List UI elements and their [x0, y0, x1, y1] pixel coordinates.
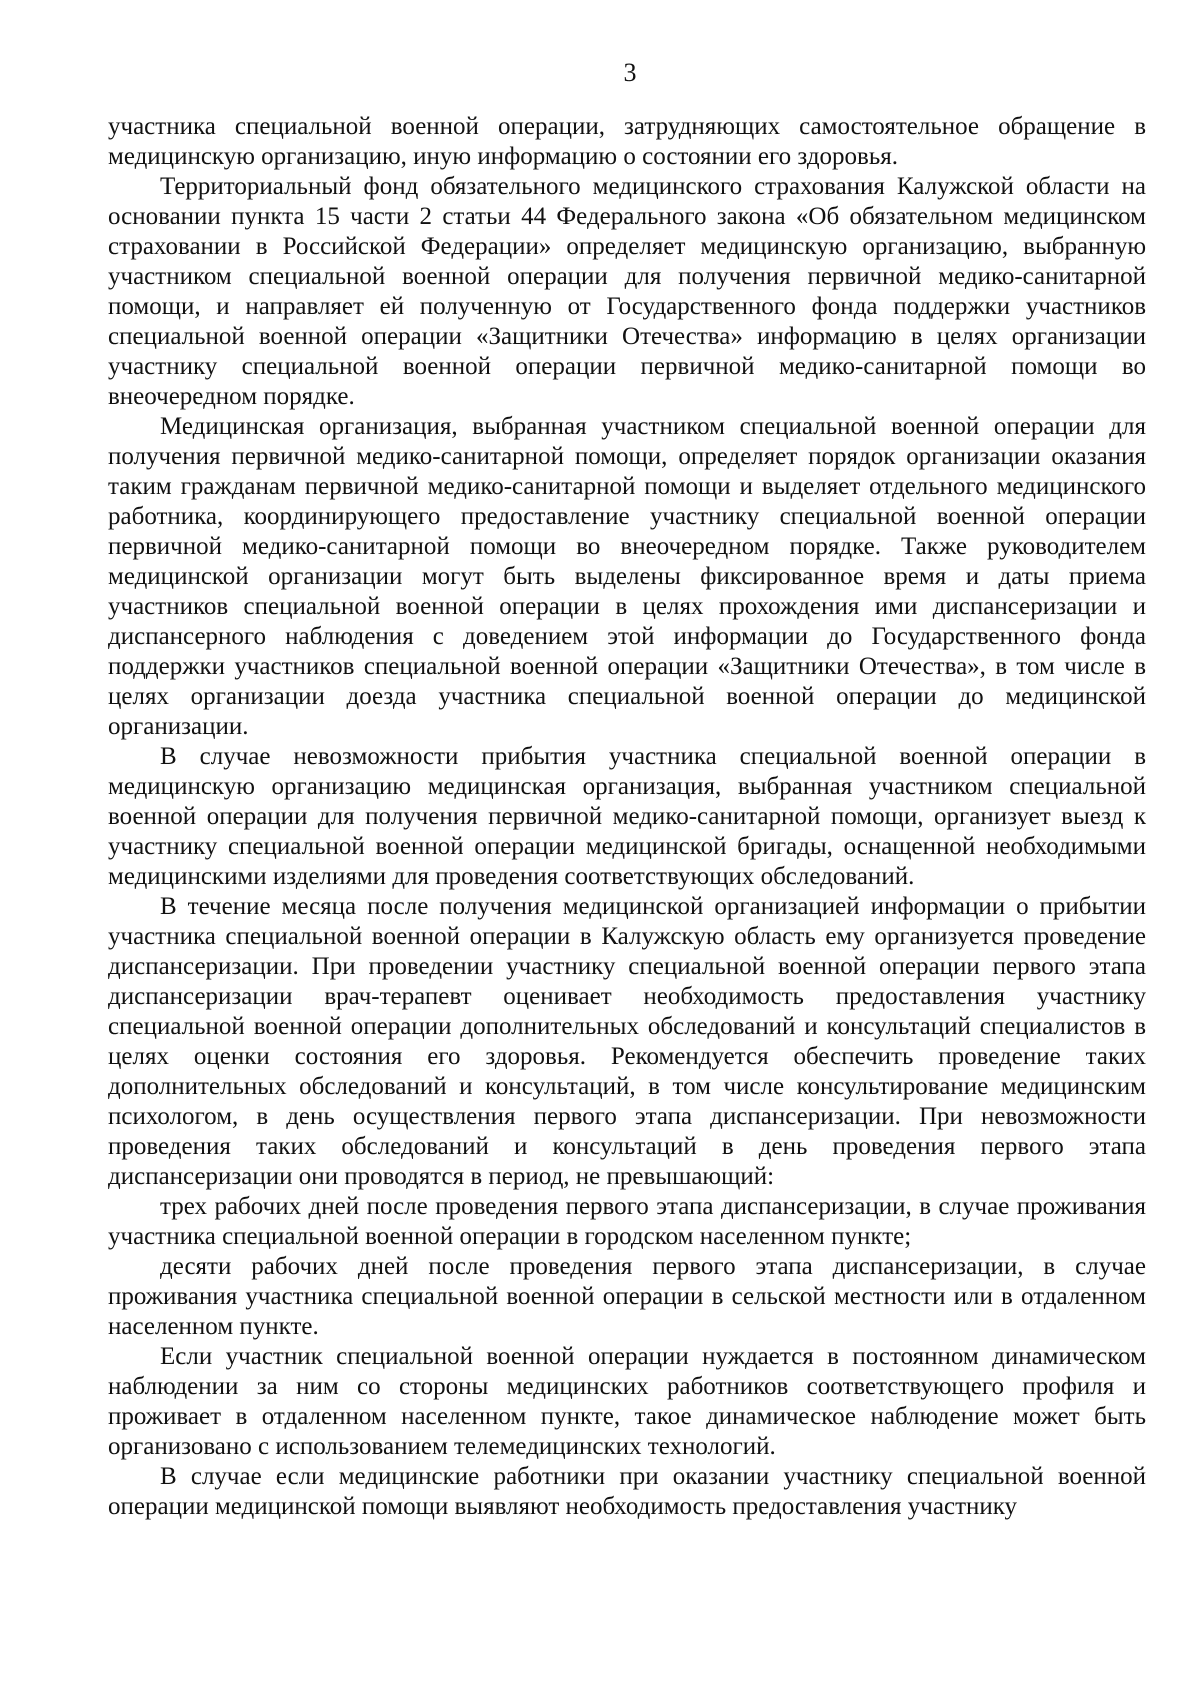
page-number: 3 [623, 58, 637, 87]
document-body [108, 112, 1146, 1522]
paragraph-8: Если участник специальной военной операции нуждается в постоянном динамическом наблюдении за ним со стороны медицинских работников соответствующего профиля и проживает в отдаленном населенном пункте, такое динамическое наблюдение может быть организовано с использованием телемедицинских технологий. [108, 1343, 1146, 1460]
paragraph-1: участника специальной военной операции, затрудняющих самостоятельное обращение в медицинскую организацию, иную информацию о состоянии его здоровья. [108, 113, 1146, 170]
paragraph-2: Территориальный фонд обязательного медицинского страхования Калужской области на основании пункта 15 части 2 статьи 44 Федерального закона «Об обязательном медицинском страховании в Российской Федерации» определяет медицинскую организацию, выбранную участником специальной военной операции для получения первичной медико-санитарной помощи, и направляет ей полученную от Государственного фонда поддержки участников специальной военной операции «Защитники Отечества» информацию в целях организации участнику специальной военной операции первичной медико-санитарной помощи во внеочередном порядке. [108, 173, 1146, 410]
paragraph-6: трех рабочих дней после проведения первого этапа диспансеризации, в случае проживания участника специальной военной операции в городском населенном пункте; [108, 1193, 1146, 1250]
paragraph-3: Медицинская организация, выбранная участником специальной военной операции для получения первичной медико-санитарной помощи, определяет порядок организации оказания таким гражданам первичной медико-санитарной помощи и выделяет отдельного медицинского работника, координирующего предоставление участнику специальной военной операции первичной медико-санитарной помощи во внеочередном порядке. Также руководителем медицинской организации могут быть выделены фиксированное время и даты приема участников специальной военной операции в целях прохождения ими диспансеризации и диспансерного наблюдения с доведением этой информации до Государственного фонда поддержки участников специальной военной операции «Защитники Отечества», в том числе в целях организации доезда участника специальной военной операции до медицинской организации. [108, 413, 1146, 740]
paragraph-9: В случае если медицинские работники при оказании участнику специальной военной операции медицинской помощи выявляют необходимость предоставления участнику [108, 1463, 1146, 1520]
paragraph-4: В случае невозможности прибытия участника специальной военной операции в медицинскую организацию медицинская организация, выбранная участником специальной военной операции для получения первичной медико-санитарной помощи, организует выезд к участнику специальной военной операции медицинской бригады, оснащенной необходимыми медицинскими изделиями для проведения соответствующих обследований. [108, 743, 1146, 890]
paragraph-7: десяти рабочих дней после проведения первого этапа диспансеризации, в случае проживания участника специальной военной операции в сельской местности или в отдаленном населенном пункте. [108, 1253, 1146, 1340]
paragraph-5: В течение месяца после получения медицинской организацией информации о прибытии участника специальной военной операции в Калужскую область ему организуется проведение диспансеризации. При проведении участнику специальной военной операции первого этапа диспансеризации врач-терапевт оценивает необходимость предоставления участнику специальной военной операции дополнительных обследований и консультаций специалистов в целях оценки состояния его здоровья. Рекомендуется обеспечить проведение таких дополнительных обследований и консультаций, в том числе консультирование медицинским психологом, в день осуществления первого этапа диспансеризации. При невозможности проведения таких обследований и консультаций в день проведения первого этапа диспансеризации они проводятся в период, не превышающий: [108, 893, 1146, 1190]
